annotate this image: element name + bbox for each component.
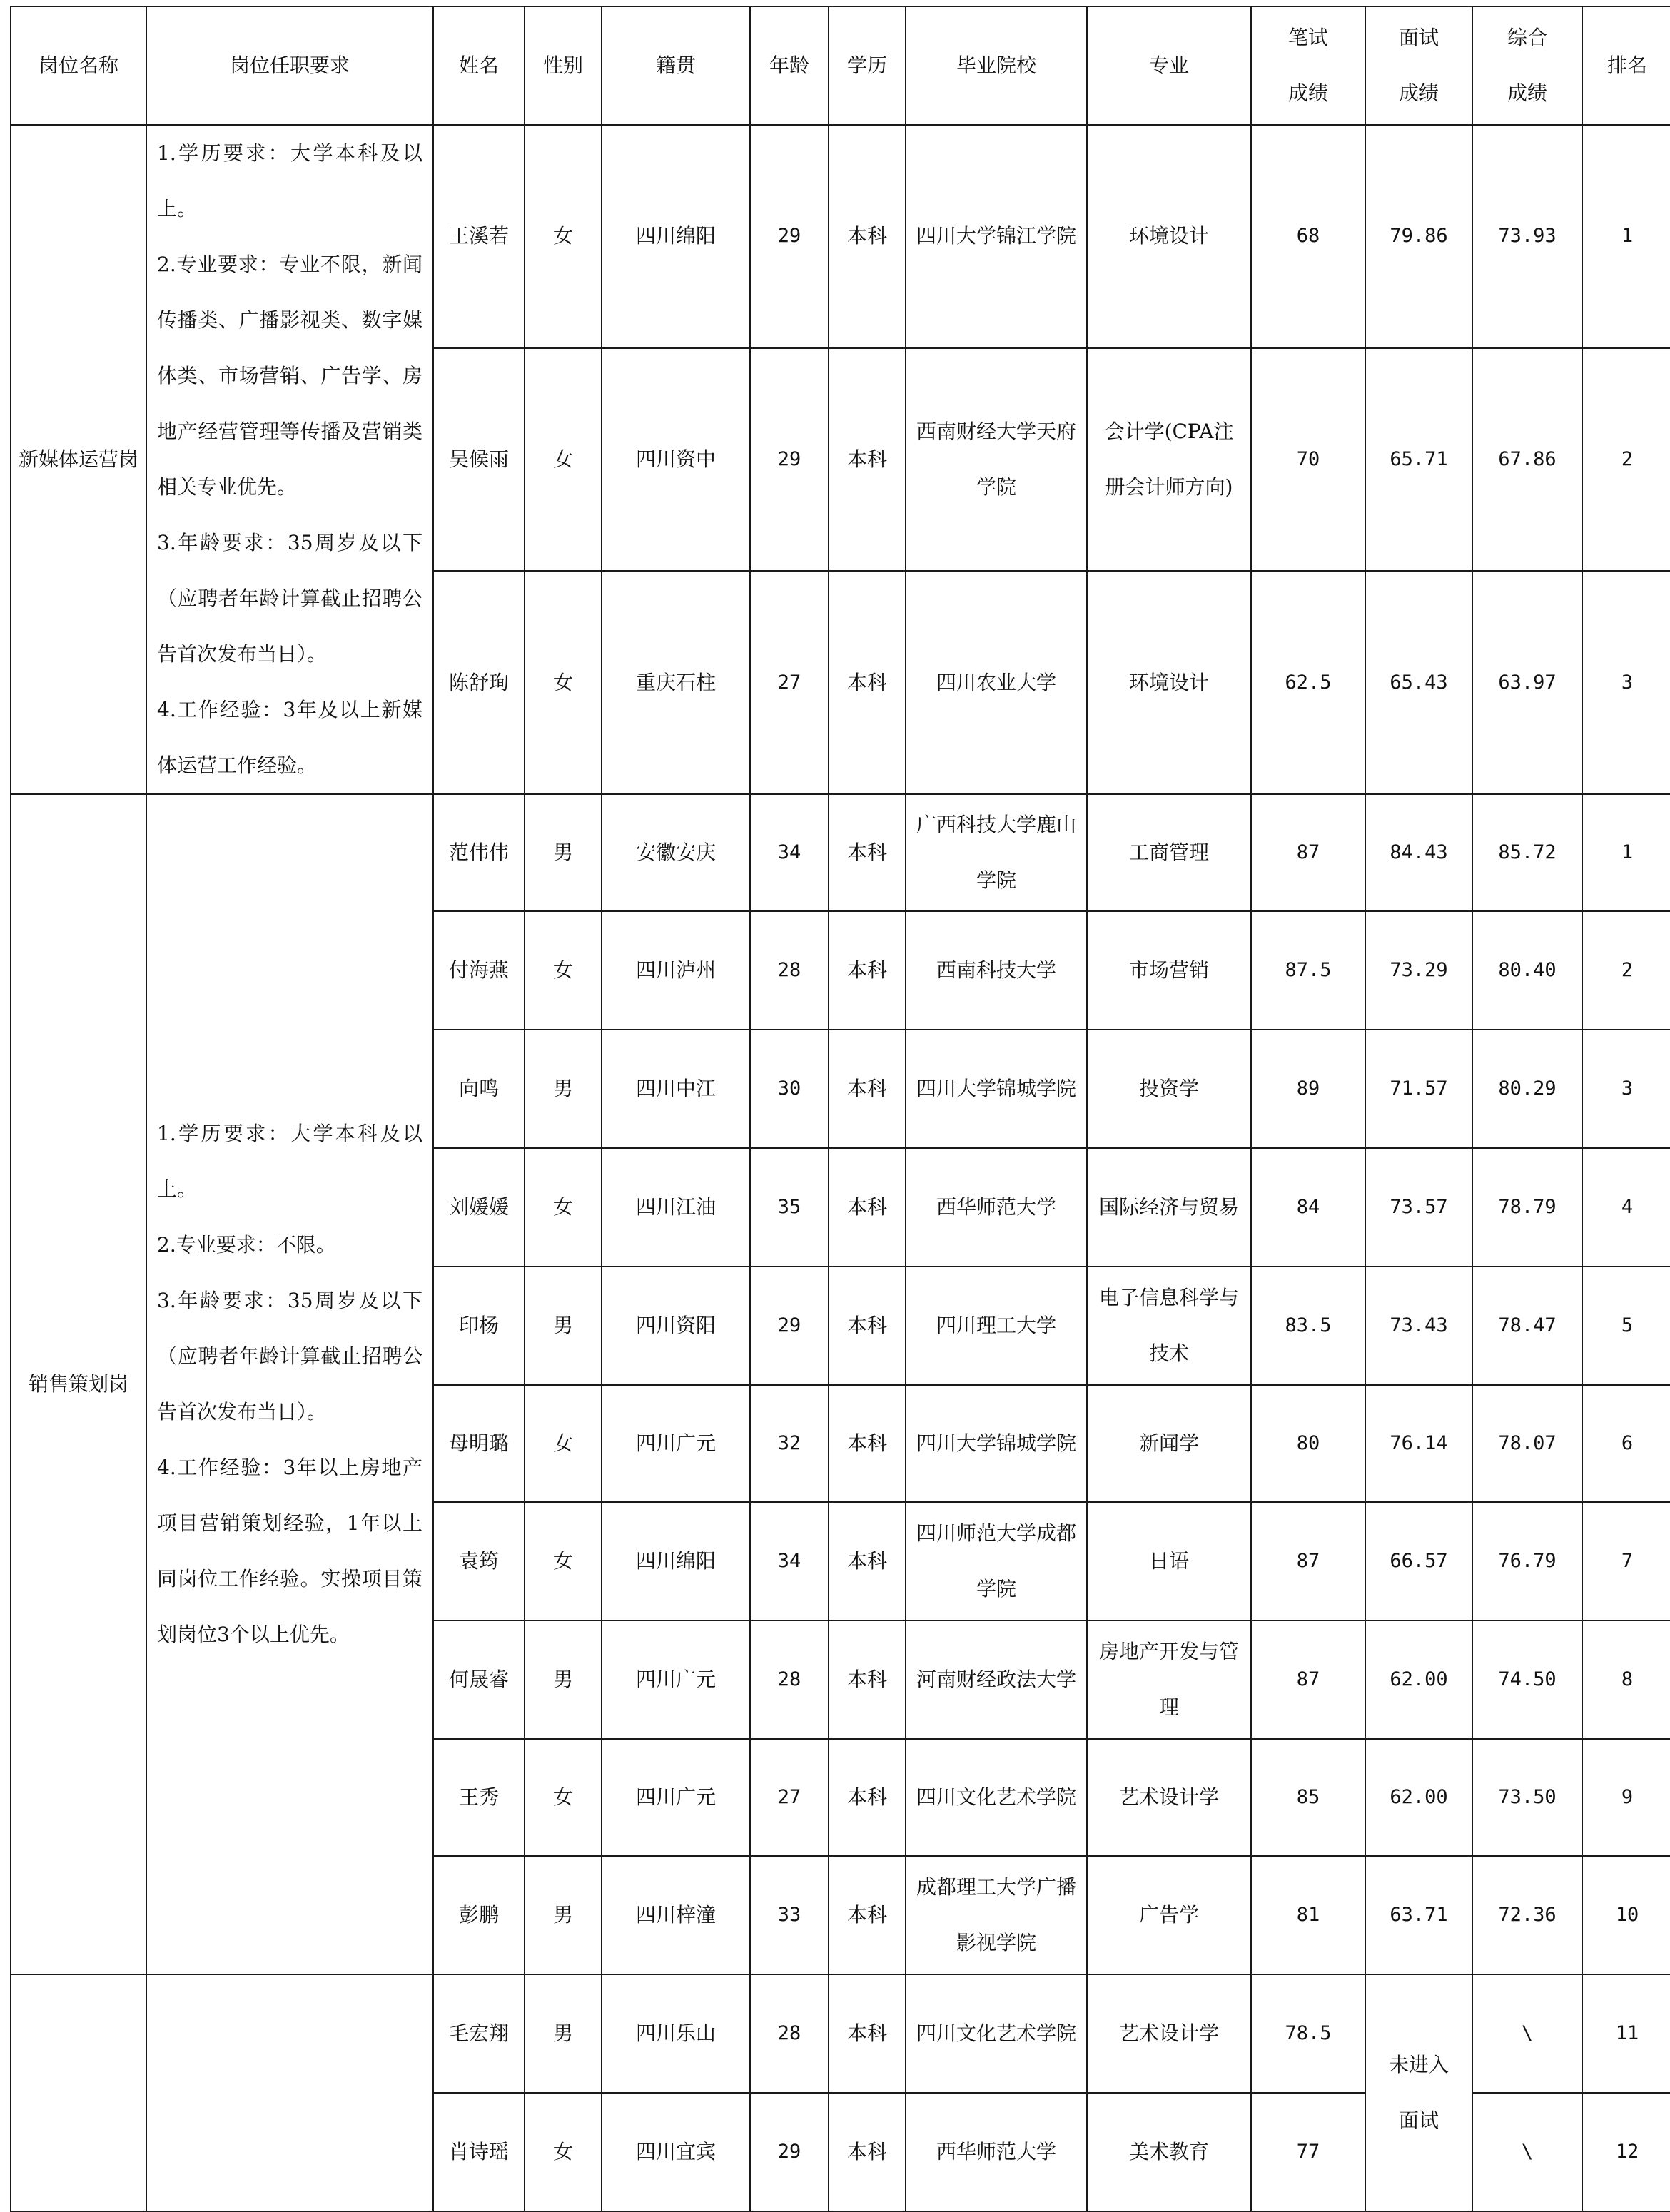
cell-written: 89 <box>1251 1030 1365 1148</box>
cell-education: 本科 <box>829 348 906 572</box>
cell-school: 广西科技大学鹿山学院 <box>906 794 1087 911</box>
cell-interview: 79.86 <box>1365 125 1472 348</box>
cell-interview: 63.71 <box>1365 1856 1472 1974</box>
cell-age: 29 <box>750 125 829 348</box>
cell-major: 国际经济与贸易 <box>1087 1148 1251 1267</box>
table-row <box>11 794 1670 911</box>
header-requirements: 岗位任职要求 <box>146 6 433 125</box>
cell-education: 本科 <box>829 1385 906 1502</box>
cell-rank: 5 <box>1582 1267 1670 1385</box>
cell-education: 本科 <box>829 1148 906 1267</box>
cell-written: 84 <box>1251 1148 1365 1267</box>
cell-gender: 男 <box>525 1620 602 1739</box>
cell-gender: 女 <box>525 911 602 1030</box>
cell-name: 陈舒珣 <box>433 571 525 794</box>
cell-education: 本科 <box>829 1267 906 1385</box>
cell-composite: 85.72 <box>1472 794 1582 911</box>
cell-written: 85 <box>1251 1739 1365 1856</box>
cell-gender: 女 <box>525 1739 602 1856</box>
cell-school: 四川师范大学成都学院 <box>906 1502 1087 1620</box>
cell-written: 77 <box>1251 2093 1365 2211</box>
cell-origin: 四川宜宾 <box>602 2093 750 2211</box>
cell-composite: 67.86 <box>1472 348 1582 572</box>
cell-rank: 12 <box>1582 2093 1670 2211</box>
cell-rank: 8 <box>1582 1620 1670 1739</box>
cell-interview: 65.71 <box>1365 348 1472 572</box>
cell-education: 本科 <box>829 1856 906 1974</box>
cell-rank: 4 <box>1582 1148 1670 1267</box>
cell-major: 工商管理 <box>1087 794 1251 911</box>
cell-origin: 四川中江 <box>602 1030 750 1148</box>
header-origin: 籍贯 <box>602 6 750 125</box>
cell-origin: 四川乐山 <box>602 1974 750 2093</box>
cell-gender: 男 <box>525 1974 602 2093</box>
cell-age: 30 <box>750 1030 829 1148</box>
cell-education: 本科 <box>829 571 906 794</box>
cell-composite: 72.36 <box>1472 1856 1582 1974</box>
cell-gender: 女 <box>525 571 602 794</box>
header-major: 专业 <box>1087 6 1251 125</box>
cell-major: 美术教育 <box>1087 2093 1251 2211</box>
cell-interview: 84.43 <box>1365 794 1472 911</box>
cell-composite: \ <box>1472 2093 1582 2211</box>
cell-school: 西华师范大学 <box>906 2093 1087 2211</box>
header-interview: 面试成绩 <box>1365 6 1472 125</box>
cell-school: 四川理工大学 <box>906 1267 1087 1385</box>
cell-major: 会计学(CPA注册会计师方向) <box>1087 348 1251 572</box>
cell-rank: 3 <box>1582 1030 1670 1148</box>
cell-composite: 78.07 <box>1472 1385 1582 1502</box>
cell-composite: 73.50 <box>1472 1739 1582 1856</box>
cell-major: 电子信息科学与技术 <box>1087 1267 1251 1385</box>
cell-name: 何晟睿 <box>433 1620 525 1739</box>
table-row <box>11 125 1670 348</box>
cell-education: 本科 <box>829 1739 906 1856</box>
cell-interview: 76.14 <box>1365 1385 1472 1502</box>
post-requirements <box>146 125 433 794</box>
cell-gender: 女 <box>525 1148 602 1267</box>
post-name: 销售策划岗 <box>11 794 146 1974</box>
cell-rank: 3 <box>1582 571 1670 794</box>
cell-gender: 男 <box>525 1030 602 1148</box>
cell-school: 四川大学锦江学院 <box>906 125 1087 348</box>
cell-written: 68 <box>1251 125 1365 348</box>
requirement-line: 4.工作经验：3年及以上新媒体运营工作经验。 <box>157 698 422 777</box>
cell-origin: 四川广元 <box>602 1385 750 1502</box>
cell-origin: 四川江油 <box>602 1148 750 1267</box>
cell-origin: 四川梓潼 <box>602 1856 750 1974</box>
cell-composite: 73.93 <box>1472 125 1582 348</box>
cell-gender: 女 <box>525 2093 602 2211</box>
cell-school: 四川农业大学 <box>906 571 1087 794</box>
cell-age: 28 <box>750 911 829 1030</box>
cell-composite: 74.50 <box>1472 1620 1582 1739</box>
cell-school: 四川大学锦城学院 <box>906 1030 1087 1148</box>
cell-origin: 四川资阳 <box>602 1267 750 1385</box>
header-age: 年龄 <box>750 6 829 125</box>
cell-major: 市场营销 <box>1087 911 1251 1030</box>
cell-interview: 73.57 <box>1365 1148 1472 1267</box>
cell-rank: 2 <box>1582 348 1670 572</box>
cell-written: 81 <box>1251 1856 1365 1974</box>
cell-school: 四川文化艺术学院 <box>906 1739 1087 1856</box>
cell-name: 王溪若 <box>433 125 525 348</box>
cell-origin: 四川绵阳 <box>602 125 750 348</box>
cell-written: 87 <box>1251 1620 1365 1739</box>
cell-name: 王秀 <box>433 1739 525 1856</box>
cell-composite: 78.79 <box>1472 1148 1582 1267</box>
cell-origin: 四川广元 <box>602 1739 750 1856</box>
cell-name: 范伟伟 <box>433 794 525 911</box>
cell-gender: 女 <box>525 1502 602 1620</box>
cell-written: 70 <box>1251 348 1365 572</box>
cell-gender: 女 <box>525 348 602 572</box>
cell-name: 肖诗瑶 <box>433 2093 525 2211</box>
table-row <box>11 1974 1670 2093</box>
requirement-line: 4.工作经验：3年以上房地产项目营销策划经验，1年以上同岗位工作经验。实操项目策划岗位3个以上优先。 <box>157 1456 422 1646</box>
cell-age: 35 <box>750 1148 829 1267</box>
cell-education: 本科 <box>829 911 906 1030</box>
cell-gender: 女 <box>525 1385 602 1502</box>
cell-school: 四川大学锦城学院 <box>906 1385 1087 1502</box>
cell-education: 本科 <box>829 794 906 911</box>
cell-school: 成都理工大学广播影视学院 <box>906 1856 1087 1974</box>
cell-major: 房地产开发与管理 <box>1087 1620 1251 1739</box>
cell-composite: 76.79 <box>1472 1502 1582 1620</box>
cell-composite: 63.97 <box>1472 571 1582 794</box>
cell-written: 87 <box>1251 1502 1365 1620</box>
cell-name: 刘媛媛 <box>433 1148 525 1267</box>
cell-school: 西南财经大学天府学院 <box>906 348 1087 572</box>
cell-major: 环境设计 <box>1087 571 1251 794</box>
post-name: 新媒体运营岗 <box>11 125 146 794</box>
cell-education: 本科 <box>829 1620 906 1739</box>
cell-age: 32 <box>750 1385 829 1502</box>
cell-education: 本科 <box>829 1974 906 2093</box>
cell-origin: 四川绵阳 <box>602 1502 750 1620</box>
post-name <box>11 1974 146 2211</box>
cell-age: 27 <box>750 571 829 794</box>
requirement-line: 1.学历要求：大学本科及以上。 <box>157 1122 422 1201</box>
cell-major: 艺术设计学 <box>1087 1739 1251 1856</box>
cell-major: 新闻学 <box>1087 1385 1251 1502</box>
cell-school: 河南财经政法大学 <box>906 1620 1087 1739</box>
cell-interview: 62.00 <box>1365 1739 1472 1856</box>
requirement-line: 3.年龄要求：35周岁及以下（应聘者年龄计算截止招聘公告首次发布当日）。 <box>157 1289 422 1424</box>
cell-education: 本科 <box>829 1030 906 1148</box>
cell-composite: 80.40 <box>1472 911 1582 1030</box>
cell-rank: 1 <box>1582 125 1670 348</box>
cell-name: 付海燕 <box>433 911 525 1030</box>
cell-interview: 73.29 <box>1365 911 1472 1030</box>
cell-rank: 7 <box>1582 1502 1670 1620</box>
header-gender: 性别 <box>525 6 602 125</box>
header-row <box>11 6 1670 125</box>
cell-composite: 78.47 <box>1472 1267 1582 1385</box>
cell-rank: 1 <box>1582 794 1670 911</box>
cell-composite: 80.29 <box>1472 1030 1582 1148</box>
cell-rank: 11 <box>1582 1974 1670 2093</box>
cell-gender: 男 <box>525 1856 602 1974</box>
cell-written: 87 <box>1251 794 1365 911</box>
cell-name: 毛宏翔 <box>433 1974 525 2093</box>
cell-age: 33 <box>750 1856 829 1974</box>
cell-age: 34 <box>750 794 829 911</box>
header-post: 岗位名称 <box>11 6 146 125</box>
cell-age: 29 <box>750 1267 829 1385</box>
header-school: 毕业院校 <box>906 6 1087 125</box>
cell-rank: 2 <box>1582 911 1670 1030</box>
cell-composite: \ <box>1472 1974 1582 2093</box>
cell-interview-note: 未进入面试 <box>1365 1974 1472 2211</box>
cell-interview: 71.57 <box>1365 1030 1472 1148</box>
cell-origin: 四川资中 <box>602 348 750 572</box>
cell-gender: 男 <box>525 794 602 911</box>
cell-age: 28 <box>750 1974 829 2093</box>
cell-major: 环境设计 <box>1087 125 1251 348</box>
header-written: 笔试成绩 <box>1251 6 1365 125</box>
cell-age: 29 <box>750 2093 829 2211</box>
cell-name: 印杨 <box>433 1267 525 1385</box>
cell-interview: 65.43 <box>1365 571 1472 794</box>
cell-written: 62.5 <box>1251 571 1365 794</box>
requirement-line: 2.专业要求：专业不限，新闻传播类、广播影视类、数字媒体类、市场营销、广告学、房地产经营管理等传播及营销类相关专业优先。 <box>157 253 422 499</box>
cell-major: 投资学 <box>1087 1030 1251 1148</box>
cell-major: 广告学 <box>1087 1856 1251 1974</box>
cell-age: 29 <box>750 348 829 572</box>
cell-rank: 6 <box>1582 1385 1670 1502</box>
cell-school: 西南科技大学 <box>906 911 1087 1030</box>
cell-age: 27 <box>750 1739 829 1856</box>
cell-gender: 男 <box>525 1267 602 1385</box>
cell-school: 四川文化艺术学院 <box>906 1974 1087 2093</box>
cell-major: 日语 <box>1087 1502 1251 1620</box>
header-name: 姓名 <box>433 6 525 125</box>
cell-school: 西华师范大学 <box>906 1148 1087 1267</box>
cell-rank: 9 <box>1582 1739 1670 1856</box>
header-rank: 排名 <box>1582 6 1670 125</box>
cell-origin: 四川广元 <box>602 1620 750 1739</box>
cell-education: 本科 <box>829 2093 906 2211</box>
requirement-line: 3.年龄要求：35周岁及以下（应聘者年龄计算截止招聘公告首次发布当日）。 <box>157 531 422 666</box>
requirement-line: 2.专业要求：不限。 <box>157 1233 336 1257</box>
cell-interview: 62.00 <box>1365 1620 1472 1739</box>
post-requirements <box>146 1974 433 2211</box>
cell-rank: 10 <box>1582 1856 1670 1974</box>
cell-origin: 四川泸州 <box>602 911 750 1030</box>
cell-interview: 66.57 <box>1365 1502 1472 1620</box>
cell-name: 吴候雨 <box>433 348 525 572</box>
cell-written: 80 <box>1251 1385 1365 1502</box>
cell-age: 34 <box>750 1502 829 1620</box>
requirement-line: 1.学历要求：大学本科及以上。 <box>157 141 422 220</box>
cell-name: 彭鹏 <box>433 1856 525 1974</box>
cell-name: 袁筠 <box>433 1502 525 1620</box>
cell-interview: 73.43 <box>1365 1267 1472 1385</box>
cell-origin: 安徽安庆 <box>602 794 750 911</box>
post-requirements <box>146 794 433 1974</box>
cell-name: 母明璐 <box>433 1385 525 1502</box>
header-education: 学历 <box>829 6 906 125</box>
cell-education: 本科 <box>829 1502 906 1620</box>
cell-age: 28 <box>750 1620 829 1739</box>
cell-written: 78.5 <box>1251 1974 1365 2093</box>
header-composite: 综合成绩 <box>1472 6 1582 125</box>
score-table <box>10 6 1670 2212</box>
cell-written: 87.5 <box>1251 911 1365 1030</box>
cell-origin: 重庆石柱 <box>602 571 750 794</box>
cell-major: 艺术设计学 <box>1087 1974 1251 2093</box>
cell-name: 向鸣 <box>433 1030 525 1148</box>
cell-gender: 女 <box>525 125 602 348</box>
cell-education: 本科 <box>829 125 906 348</box>
cell-written: 83.5 <box>1251 1267 1365 1385</box>
